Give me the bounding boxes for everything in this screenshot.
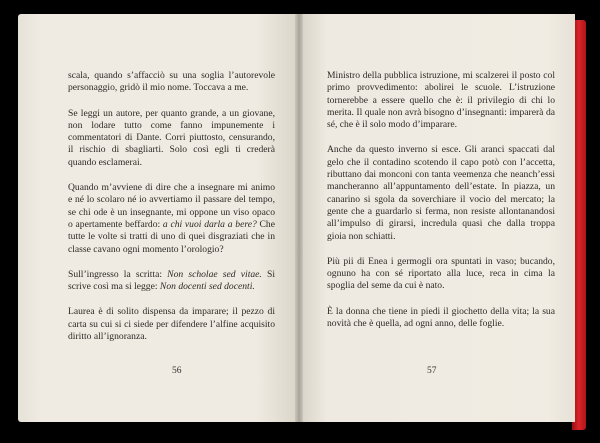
left-page-text: [68, 70, 275, 343]
paragraph-text: scala, quando s’affacciò su una soglia l’autorevole personaggio, gridò il mio nome. Toccava a me.: [68, 70, 275, 94]
right-paragraph: [327, 70, 555, 131]
paragraph-text: Se leggi un autore, per quanto grande, a un giovane, non lodare tutto come fanno impunemente i commentatori di Dante. Corri piuttosto, censurando, il rischio di sbagliarti. Solo così egli ti crederà quando esclamerai.: [68, 107, 275, 168]
page-number-left: 56: [172, 366, 182, 376]
paragraph-text: Più pii di Enea i germogli ora spuntati in vaso; bucando, ognuno ha con sé riportato alla luce, reca in cima la spoglia del seme da cui è nato.: [327, 255, 555, 292]
paragraph-text: Sull’ingresso la scritta:: [68, 268, 168, 280]
paragraph-text: È la donna che tiene in piedi il giochetto della vita; la sua novità che è quella, ad ogni anno, delle foglie.: [327, 305, 555, 330]
right-page-text: [327, 70, 555, 330]
right-paragraph: [327, 306, 555, 331]
left-paragraph: [68, 182, 275, 256]
open-book: [14, 14, 586, 429]
right-paragraph: [327, 144, 555, 242]
paragraph-text: Laurea è di solito dispensa da imparare; il pezzo di carta su cui si ci siede per difendere l’alfine acquisito diritto all’ignoranza.: [68, 306, 275, 343]
left-paragraph: [68, 108, 275, 169]
paragraph-text: Si scrive così ma si legge:: [68, 268, 275, 293]
page-number-right: 57: [427, 366, 437, 376]
right-page: [299, 14, 575, 422]
book-gutter: [295, 14, 303, 422]
italic-text: Non docenti sed docenti.: [159, 281, 255, 293]
left-paragraph: [68, 306, 275, 343]
right-paragraph: [327, 256, 555, 293]
left-paragraph: [68, 269, 275, 294]
left-paragraph: [68, 70, 275, 95]
paragraph-text: Anche da questo inverno si esce. Gli aranci spaccati dal gelo che il contadino scotendo il capo potò con l’accetta, ributtano dai monconi con tanta veemenza che neanch’essi mancheranno all’appuntamento dell’estate. In piazza, un canarino si sgola da soverchiare il vocìo del mercato; la gente che a guardarlo si ferma, non resiste allontanandosi all’impulso di girarsi, incredula quasi che dalla troppa gioia non schiatti.: [327, 144, 555, 242]
paragraph-text: Quando m’avviene di dire che a insegnare mi animo e né lo scolaro né io avvertiamo il passare del tempo, se chi ode è un insegnante, mi oppone un viso opaco o apertamente beffardo:: [68, 182, 275, 230]
paragraph-text: Ministro della pubblica istruzione, mi scalzerei il posto col primo provvedimento: abolirei le scuole. L’istruzione tornerebbe a essere quello che è: il privilegio di chi lo merita. Il quale non avrà bisogno d’insegnanti: imparerà da sé, che è il solo modo d’imparare.: [327, 70, 555, 131]
left-page: [18, 14, 299, 422]
italic-text: a chi vuoi darla a bere?: [162, 218, 257, 230]
italic-text: Non scholae sed vitae.: [167, 268, 262, 280]
paragraph-text: Che tutte le volte si tratti di uno di quei disgraziati che in classe cavano ogni momento l’orologio?: [68, 218, 275, 255]
